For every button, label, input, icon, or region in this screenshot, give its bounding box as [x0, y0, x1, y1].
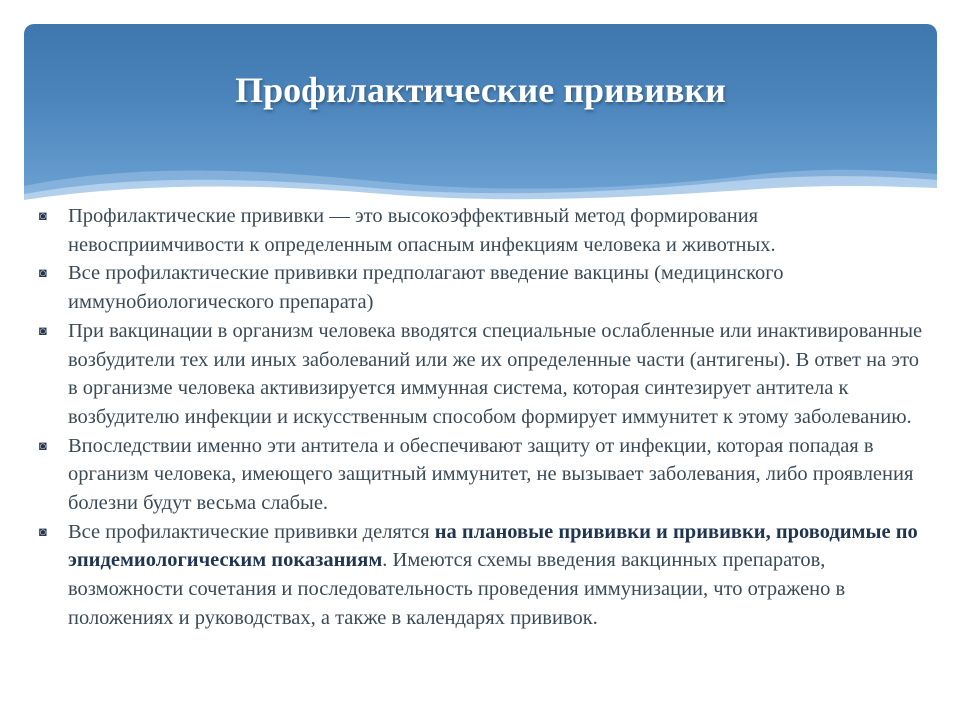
- bullet-text-emphasis: на плановые прививки и прививки, проводимые по эпидемиологическим показаниям: [68, 520, 918, 572]
- bullet-text-intro: Все профилактические прививки делятся: [68, 520, 435, 543]
- bullet-icon: ◙: [39, 523, 47, 539]
- list-item: [36, 259, 926, 316]
- bullet-text: Впоследствии именно эти антитела и обеспечивают защиту от инфекции, которая попадая в организм человека, имеющего защитный иммунитет, не вызывает заболевания, либо проявления болезни будут весьма слабые.: [68, 434, 914, 515]
- slide-title: Профилактические прививки: [235, 70, 726, 110]
- list-item: [36, 202, 926, 259]
- bullet-icon: ◙: [39, 208, 47, 223]
- list-item: [36, 518, 926, 633]
- bullet-text: Профилактические прививки — это высокоэффективный метод формирования невосприимчивости к определенным опасным инфекциям человека и животных.: [68, 205, 776, 256]
- bullet-text-rest: . Имеются схемы введения вакцинных препаратов, возможности сочетания и последовательность проведения иммунизации, что отражено в положениях и руководствах, а также в календарях прививок.: [68, 549, 846, 629]
- title-banner: [24, 24, 937, 204]
- list-item: [36, 317, 926, 432]
- wave-decoration: [24, 24, 937, 204]
- bullet-list: [36, 202, 926, 633]
- bullet-text: При вакцинации в организм человека вводятся специальные ослабленные или инактивированные возбудители тех или иных заболеваний или же их определенные части (антигены). В ответ на это в организме человека активизируется иммунная система, которая синтезирует антитела к возбудителю инфекции и искусственным способом формирует иммунитет к этому заболеванию.: [68, 319, 923, 428]
- bullet-icon: ◙: [39, 322, 47, 338]
- bullet-icon: ◙: [39, 437, 47, 453]
- list-item: [36, 432, 926, 518]
- bullet-icon: ◙: [39, 265, 47, 281]
- bullet-text: Все профилактические прививки предполагают введение вакцины (медицинского иммунобиологического препарата): [68, 262, 784, 314]
